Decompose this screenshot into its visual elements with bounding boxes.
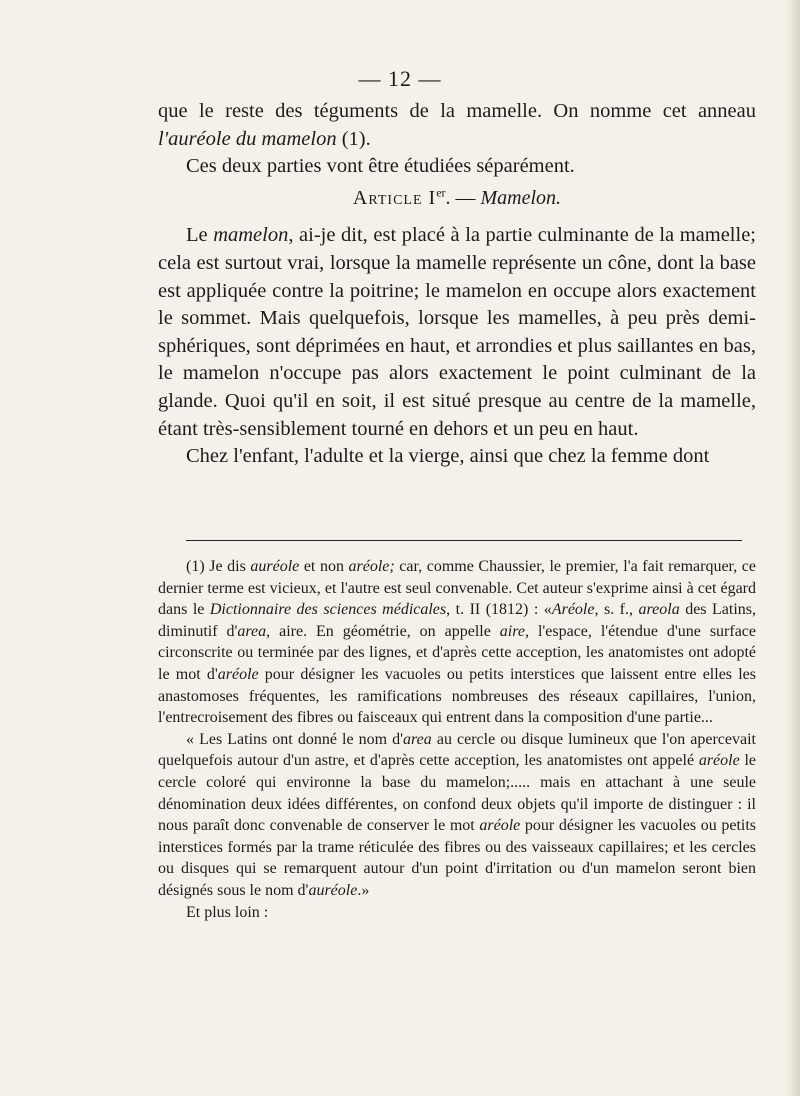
text-run: , t. II (1812) : « (446, 601, 552, 619)
italic-run: l'auréole du mamelon (158, 127, 337, 150)
text-run: des Latins, diminutif d' (158, 601, 757, 640)
text-run: (1) Je dis (186, 558, 251, 575)
italic-run: area (403, 730, 432, 748)
text-run: le cercle coloré qui environne la base du mamelon;..... mais en attachant à une seule dénomination deux idées différentes, on confond deux objets qu'il importe de distinguer : il nous paraît donc convenable de conserver le mot (158, 752, 757, 835)
paragraph-4: Chez l'enfant, l'adulte et la vierge, ainsi que chez la femme dont (186, 445, 710, 468)
italic-run: auréole (308, 881, 358, 899)
footnote-rule (186, 540, 742, 541)
footnote-1 (158, 556, 756, 729)
paragraph-1 (158, 98, 756, 153)
italic-run: aréole (479, 817, 521, 835)
italic-run: area (237, 622, 267, 640)
article-label: Article I (352, 186, 437, 209)
footnotes (158, 556, 756, 923)
text-run: Le (186, 224, 214, 247)
footnote-3: Et plus loin : (186, 903, 269, 921)
text-run: pour désigner les vacuoles ou petits interstices que laissent entre elles les anastomoses fréquentes, les ramifications nombreuses des réseaux capillaires, l'union, l'entrecroisement des fibres ou faisceaux qui entrent dans la composition d'une partie... (158, 665, 756, 727)
italic-run: mamelon (213, 224, 289, 247)
italic-run: Aréole, (551, 601, 599, 619)
italic-run: areola (638, 601, 680, 619)
text-run: « Les Latins ont donné le nom d' (186, 730, 404, 748)
italic-run: Dictionnaire des sciences médicales (209, 601, 447, 619)
footnote-2 (158, 729, 756, 902)
text-run: , aire. En géométrie, on appelle (266, 622, 500, 640)
heading-dash: . — (445, 186, 481, 209)
text-run: que le reste des téguments de la mamelle. On nomme cet anneau (158, 100, 756, 122)
article-heading (158, 185, 756, 213)
text-run: .» (357, 881, 370, 899)
paragraph-2: Ces deux parties vont être étudiées séparément. (186, 155, 575, 178)
page-edge-shadow (786, 0, 800, 1096)
text-run: pour désigner les vacuoles ou petits interstices formés par la trame réticulée des fibres ou des vaisseaux capillaires; et les cercles ou disques qui se remarquent autour d'un point d'irritation ou d'un mamelon seront bien désignés sous le nom d' (158, 817, 757, 899)
text-run: (1). (336, 127, 371, 150)
article-title: Mamelon. (480, 186, 562, 209)
text-run: car, comme Chaussier, le premier, l'a fait remarquer, ce dernier terme est vicieux, et l'autre est seul convenable. Cet auteur s'exprime ainsi à cet égard dans le (158, 558, 757, 619)
italic-run: aréole; (348, 558, 395, 575)
main-text (158, 98, 756, 471)
italic-run: aire, (499, 622, 529, 640)
text-run: au cercle ou disque lumineux que l'on apercevait quelquefois autour d'un astre, et d'après cette acception, les anatomistes ont appelé (158, 730, 756, 770)
italic-run: aréole (698, 752, 740, 770)
italic-run: aréole (217, 665, 259, 683)
page-number: — 12 — (358, 66, 442, 91)
text-run: , ai-je dit, est placé à la partie culminante de la mamelle; cela est surtout vrai, lorsque la mamelle représente un cône, dont la base est appliquée contre la poitrine; le mamelon en occupe alors exactement le sommet. Mais quelquefois, lorsque les mamelles, à peu près demi-sphériques, sont déprimées en haut, et arrondies et plus saillantes en bas, le mamelon n'occupe pas alors exactement le point culminant de la glande. Quoi qu'il en soit, il est situé presque au centre de la mamelle, étant très-sensiblement tourné en dehors et un peu en haut. (158, 224, 756, 440)
text-run: s. f., (598, 601, 639, 619)
italic-run: auréole (250, 558, 300, 575)
article-sup: er (436, 185, 446, 200)
text-run: et non (299, 558, 349, 575)
paragraph-3 (158, 222, 756, 443)
text-run: l'espace, l'étendue d'une surface circonscrite ou terminée par des lignes, et d'après cette acception, les anatomistes ont adopté le mot d' (158, 622, 757, 683)
